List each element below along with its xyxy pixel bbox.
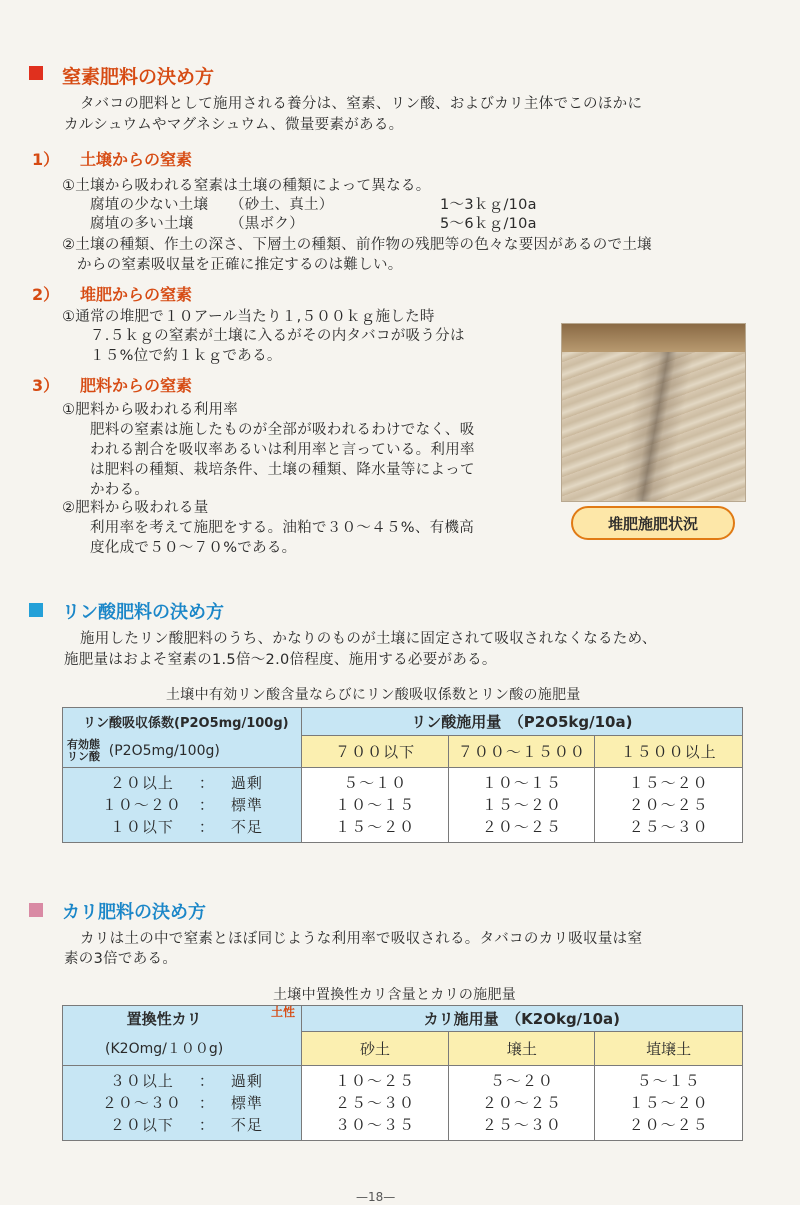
section-marker-icon — [29, 603, 43, 617]
section-marker-icon — [29, 66, 43, 80]
col-header-1: ７００以下 — [301, 736, 449, 768]
corner-left-a: 有効態 — [67, 738, 100, 752]
intro-line-1: タバコの肥料として施用される養分は、窒素、リン酸、およびカリ主体でこのほかに — [80, 96, 643, 112]
corner-unit: (P2O5mg/100g) — [108, 743, 220, 760]
potash-table — [62, 1005, 743, 1141]
values-col-3: ５～１５ １５～２０ ２０～２５ — [595, 1066, 743, 1141]
corner-left-b: リン酸 — [67, 750, 100, 764]
soil-row2-label: 腐埴の多い土壌 — [90, 216, 194, 232]
corner-unit: (K2Omg/１００g) — [63, 1032, 266, 1066]
corner-title: 置換性カリ — [63, 1006, 266, 1032]
phosphate-intro-2: 施肥量はおよそ窒素の1.5倍～2.0倍程度、施用する必要がある。 — [64, 652, 497, 668]
section-title-nitrogen: 窒素肥料の決め方 — [62, 66, 215, 88]
subsection-title-compost: 堆肥からの窒素 — [80, 285, 193, 304]
row-labels — [63, 768, 302, 843]
soil-row1-label: 腐埴の少ない土壌 — [90, 197, 209, 213]
soil-row2-value: 5～6ｋｇ/10a — [440, 216, 537, 232]
fert-line-7: 利用率を考えて施肥をする。油粕で３０～４５%、有機高 — [90, 520, 475, 536]
subsection-number-1: 1） — [32, 150, 60, 169]
fert-line-5: かわる。 — [90, 482, 150, 498]
phosphate-intro-1: 施用したリン酸肥料のうち、かなりのものが土壌に固定されて吸収されなくなるため、 — [80, 631, 657, 647]
fert-line-2: 肥料の窒素は施したものが全部が吸われるわけでなく、吸 — [90, 422, 475, 438]
compost-photo — [561, 323, 746, 502]
table-row: ２０以下 ： 不足 — [109, 1116, 263, 1134]
soil-row2-type: （黒ボク） — [230, 216, 304, 232]
amount-header: カリ施用量 （K2Okg/10a) — [301, 1006, 742, 1032]
soil-line-2: ②土壌の種類、作土の深さ、下層土の種類、前作物の残肥等の色々な要因があるので土壌 — [62, 237, 652, 253]
subsection-title-soil: 土壌からの窒素 — [80, 150, 193, 169]
fert-line-6: ②肥料から吸われる量 — [62, 500, 209, 516]
photo-caption-badge: 堆肥施肥状況 — [571, 506, 735, 540]
table-row: ３０以上 ： 過剰 — [109, 1072, 263, 1090]
values-col-3: １５～２０ ２０～２５ ２５～３０ — [595, 768, 743, 843]
fert-line-1: ①肥料から吸われる利用率 — [62, 402, 239, 418]
col-header-1: 砂土 — [301, 1032, 449, 1066]
values-col-1: １０～２５ ２５～３０ ３０～３５ — [301, 1066, 449, 1141]
compost-line-1: ①通常の堆肥で１０アール当たり１,５００ｋｇ施した時 — [62, 309, 435, 325]
subsection-number-3: 3） — [32, 376, 60, 395]
subsection-title-fertilizer: 肥料からの窒素 — [80, 376, 193, 395]
values-col-2: ５～２０ ２０～２５ ２５～３０ — [449, 1066, 595, 1141]
col-header-2: ７００～１５００ — [449, 736, 595, 768]
table-row: １０～２０ ： 標準 — [101, 796, 263, 814]
corner-header-top: リン酸吸収係数(P2O5mg/100g) — [63, 708, 302, 736]
page-number: —18— — [356, 1190, 396, 1204]
compost-line-2: ７.５ｋｇの窒素が土壌に入るがその内タバコが吸う分は — [90, 328, 465, 344]
col-header-3: 埴壌土 — [595, 1032, 743, 1066]
section-title-potash: カリ肥料の決め方 — [62, 902, 206, 923]
fert-line-3: われる割合を吸収率あるいは利用率と言っている。利用率 — [90, 442, 475, 458]
potash-table-caption: 土壌中置換性カリ含量とカリの施肥量 — [273, 987, 517, 1003]
potash-intro-2: 素の3倍である。 — [64, 951, 178, 967]
fert-line-4: は肥料の種類、栽培条件、土壌の種類、降水量等によって — [90, 462, 475, 478]
corner-header-bottom — [63, 736, 302, 768]
col-header-2: 壌土 — [449, 1032, 595, 1066]
table-row: ２０～３０ ： 標準 — [101, 1094, 263, 1112]
compost-line-3: １５%位で約１ｋｇである。 — [90, 348, 282, 364]
section-title-phosphate: リン酸肥料の決め方 — [62, 602, 224, 623]
soil-row1-type: （砂土、真土） — [230, 197, 334, 213]
amount-header: リン酸施用量 （P2O5kg/10a) — [301, 708, 742, 736]
col-header-3: １５００以上 — [595, 736, 743, 768]
table-row: ２０以上 ： 過剰 — [109, 774, 263, 792]
soil-line-3: からの窒素吸収量を正確に推定するのは難しい。 — [77, 257, 403, 273]
phosphate-table-caption: 土壌中有効リン酸含量ならびにリン酸吸収係数とリン酸の施肥量 — [166, 687, 581, 703]
values-col-1: ５～１０ １０～１５ １５～２０ — [301, 768, 449, 843]
soil-row1-value: 1～3ｋｇ/10a — [440, 197, 537, 213]
subsection-number-2: 2） — [32, 285, 60, 304]
phosphate-table — [62, 707, 743, 843]
table-row: １０以下 ： 不足 — [109, 818, 263, 836]
soil-line-1: ①土壌から吸われる窒素は土壌の種類によって異なる。 — [62, 178, 431, 194]
soil-type-label: 土性 — [265, 1006, 301, 1066]
intro-line-2: カルシュウムやマグネシュウム、微量要素がある。 — [64, 117, 404, 133]
section-marker-icon — [29, 903, 43, 917]
row-labels — [63, 1066, 302, 1141]
potash-intro-1: カリは土の中で窒素とほぼ同じような利用率で吸収される。タバコのカリ吸収量は窒 — [80, 931, 643, 947]
fert-line-8: 度化成で５０～７０%である。 — [90, 540, 297, 556]
values-col-2: １０～１５ １５～２０ ２０～２５ — [449, 768, 595, 843]
